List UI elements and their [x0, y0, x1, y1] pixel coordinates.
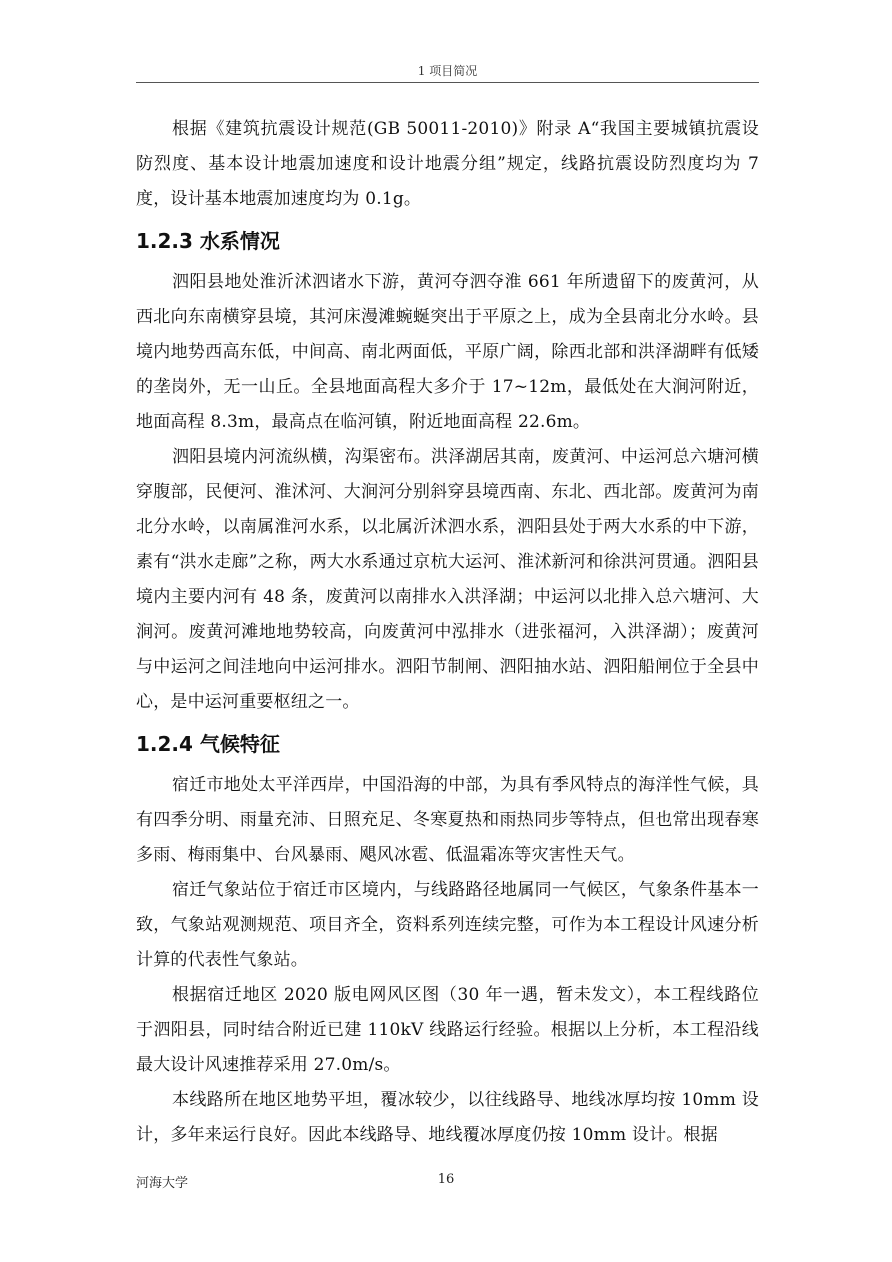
paragraph-icing: 本线路所在地区地势平坦，覆冰较少，以往线路导、地线冰厚均按 10mm 设计，多年来运行良好。因此本线路导、地线覆冰厚度仍按 10mm 设计。根据: [136, 1090, 759, 1145]
footer-institution: 河海大学: [136, 1176, 189, 1191]
section-heading-water-system: 1.2.3 水系情况: [136, 229, 280, 253]
footer-page-number: 16: [437, 1172, 455, 1187]
paragraph-seismic: 根据《建筑抗震设计规范(GB 50011-2010)》附录 A“我国主要城镇抗震设防烈度、基本设计地震加速度和设计地震分组”规定，线路抗震设防烈度均为 7 度，设计基本地震加速度均为 0.1g。: [136, 119, 759, 209]
header-divider: [136, 82, 759, 83]
section-heading-climate: 1.2.4 气候特征: [136, 732, 280, 756]
paragraph-rivers: 泗阳县境内河流纵横，沟渠密布。洪泽湖居其南，废黄河、中运河总六塘河横穿腹部，民便河、淮沭河、大涧河分别斜穿县境西南、东北、西北部。废黄河为南北分水岭，以南属淮河水系，以北属沂沭泗水系，泗阳县处于两大水系的中下游，素有“洪水走廊”之称，两大水系通过京杭大运河、淮沭新河和徐洪河贯通。泗阳县境内主要内河有 48 条，废黄河以南排水入洪泽湖；中运河以北排入总六塘河、大涧河。废黄河滩地地势较高，向废黄河中泓排水（进张福河，入洪泽湖）；废黄河与中运河之间洼地向中运河排水。泗阳节制闸、泗阳抽水站、泗阳船闸位于全县中心，是中运河重要枢纽之一。: [136, 447, 759, 712]
paragraph-weather-station: 宿迁气象站位于宿迁市区境内，与线路路径地属同一气候区，气象条件基本一致，气象站观测规范、项目齐全，资料系列连续完整，可作为本工程设计风速分析计算的代表性气象站。: [136, 880, 759, 970]
paragraph-climate: 宿迁市地处太平洋西岸，中国沿海的中部，为具有季风特点的海洋性气候，具有四季分明、雨量充沛、日照充足、冬寒夏热和雨热同步等特点，但也常出现春寒多雨、梅雨集中、台风暴雨、飓风冰雹、低温霜冻等灾害性天气。: [136, 775, 759, 865]
page-header: 1 项目简况: [417, 64, 478, 78]
page-body: [136, 112, 759, 1153]
paragraph-wind-speed: 根据宿迁地区 2020 版电网风区图（30 年一遇，暂未发文），本工程线路位于泗阳县，同时结合附近已建 110kV 线路运行经验。根据以上分析，本工程沿线最大设计风速推荐采用 27.0m/s。: [136, 985, 759, 1075]
paragraph-terrain: 泗阳县地处淮沂沭泗诸水下游，黄河夺泗夺淮 661 年所遗留下的废黄河，从西北向东南横穿县境，其河床漫滩蜿蜒突出于平原之上，成为全县南北分水岭。县境内地势西高东低，中间高、南北两面低，平原广阔，除西北部和洪泽湖畔有低矮的垄岗外，无一山丘。全县地面高程大多介于 17~12m，最低处在大涧河附近，地面高程 8.3m，最高点在临河镇，附近地面高程 22.6m。: [136, 272, 759, 432]
